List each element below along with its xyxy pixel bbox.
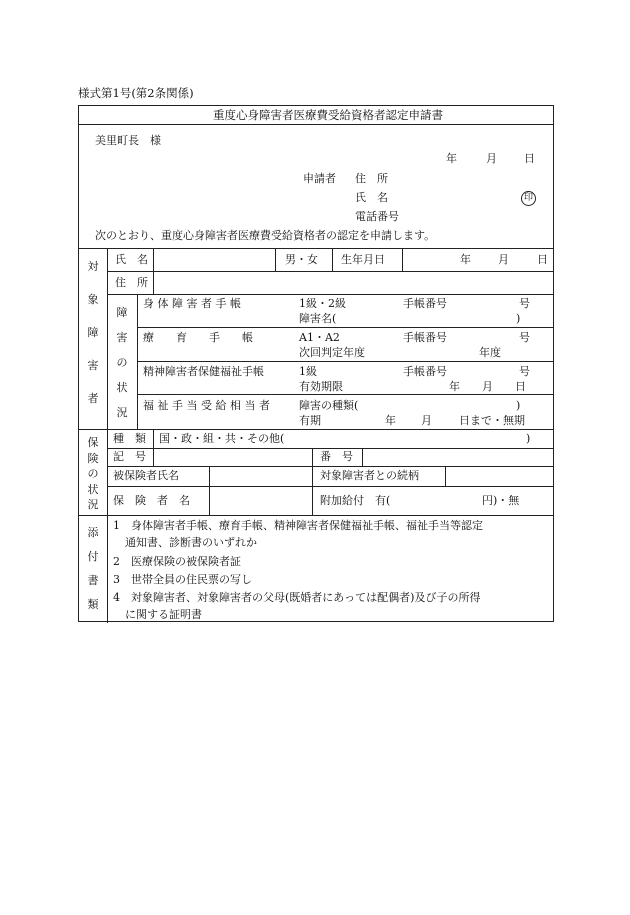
welfare-disability-type-end: ) — [516, 399, 521, 412]
attachment-item-4: 4 対象障害者、対象障害者の父母(既婚者にあっては配偶者)及び子の所得 — [113, 591, 481, 604]
attachment-item-3: 3 世帯全員の住民票の写し — [113, 573, 252, 586]
section2-heading: 保 険 の 状 況 — [87, 436, 99, 511]
welfare-period-year: 年 — [385, 414, 396, 427]
sex-choice: 男・女 — [285, 253, 318, 266]
seal-icon: 印 — [521, 191, 536, 206]
form-label: 様式第1号(第2条関係) — [78, 86, 194, 100]
mental-valid-date: 年 月 日 — [449, 380, 526, 393]
section1-top — [79, 248, 553, 249]
form-title: 重度心身障害者医療費受給資格者認定申請書 — [213, 108, 443, 122]
physical-handbook-label: 身 体 障 害 者 手 帳 — [143, 297, 241, 310]
address-label: 住 所 — [115, 276, 148, 289]
date-day: 日 — [524, 152, 535, 165]
rehab-handbook-label: 療 育 手 帳 — [143, 331, 253, 344]
additional-benefit-end: 円)・無 — [482, 494, 520, 507]
welfare-period-until: 日まで・無期 — [459, 414, 525, 427]
mental-number-suffix: 号 — [519, 365, 530, 378]
section1-heading: 対 象 障 害 者 — [87, 260, 99, 405]
rehab-number-label: 手帳番号 — [403, 331, 447, 344]
section3-heading: 添 付 書 類 — [87, 526, 99, 611]
applicant-address-label: 住 所 — [355, 172, 388, 185]
welfare-period: 有期 — [299, 414, 321, 427]
physical-grade: 1級・2級 — [299, 297, 346, 310]
rehab-next-judgment-end: 年度 — [479, 346, 501, 359]
number-label: 番 号 — [320, 450, 353, 463]
date-year: 年 — [446, 152, 457, 165]
title-divider — [79, 124, 553, 125]
dob-month: 月 — [498, 253, 509, 266]
welfare-period-month: 月 — [421, 414, 432, 427]
application-form — [78, 105, 554, 622]
dob-year: 年 — [460, 253, 471, 266]
mental-handbook-label: 精神障害者保健福祉手帳 — [143, 365, 264, 378]
symbol-label: 記 号 — [113, 450, 146, 463]
section3-top — [79, 515, 553, 516]
disability-status-heading: 障 害 の 状 況 — [116, 306, 128, 419]
rehab-grade: A1・A2 — [299, 331, 340, 344]
applicant-label: 申請者 — [303, 172, 336, 185]
insured-name-label: 被保険者氏名 — [113, 469, 179, 482]
attachment-item-2: 2 医療保険の被保険者証 — [113, 555, 241, 568]
physical-number-label: 手帳番号 — [403, 297, 447, 310]
physical-number-suffix: 号 — [519, 297, 530, 310]
insurance-type-options: 国・政・組・共・その他( — [159, 432, 285, 445]
relation-label: 対象障害者との続柄 — [320, 469, 419, 482]
addressee: 美里町長 様 — [95, 134, 161, 147]
mental-valid-period: 有効期限 — [299, 380, 343, 393]
section2-top — [79, 429, 553, 430]
welfare-disability-type: 障害の種類( — [299, 399, 359, 412]
name-label: 氏 名 — [115, 253, 148, 266]
date-month: 月 — [486, 152, 497, 165]
insurer-name-label: 保 険 者 名 — [113, 494, 190, 507]
additional-benefit: 附加給付 有( — [320, 494, 391, 507]
attachment-item-1: 1 身体障害者手帳、療育手帳、精神障害者保健福祉手帳、福祉手当等認定 — [113, 519, 483, 532]
dob-day: 日 — [537, 253, 548, 266]
intro-text: 次のとおり、重度心身障害者医療費受給資格者の認定を申請します。 — [95, 229, 436, 242]
insurance-type-label: 種 類 — [113, 432, 146, 445]
dob-label: 生年月日 — [341, 253, 385, 266]
mental-grade: 1級 — [299, 365, 317, 378]
attachment-item-4-cont: に関する証明書 — [125, 608, 202, 621]
insurance-type-end: ) — [526, 432, 531, 445]
welfare-label: 福 祉 手 当 受 給 相 当 者 — [143, 399, 270, 412]
applicant-name-label: 氏 名 — [355, 191, 388, 204]
rehab-next-judgment: 次回判定年度 — [299, 346, 365, 359]
mental-number-label: 手帳番号 — [403, 365, 447, 378]
physical-disability-name: 障害名( — [299, 312, 337, 325]
attachment-item-1-cont: 通知書、診断書のいずれか — [125, 536, 257, 549]
applicant-phone-label: 電話番号 — [355, 210, 399, 223]
physical-disability-name-end: ) — [516, 312, 521, 325]
rehab-number-suffix: 号 — [519, 331, 530, 344]
